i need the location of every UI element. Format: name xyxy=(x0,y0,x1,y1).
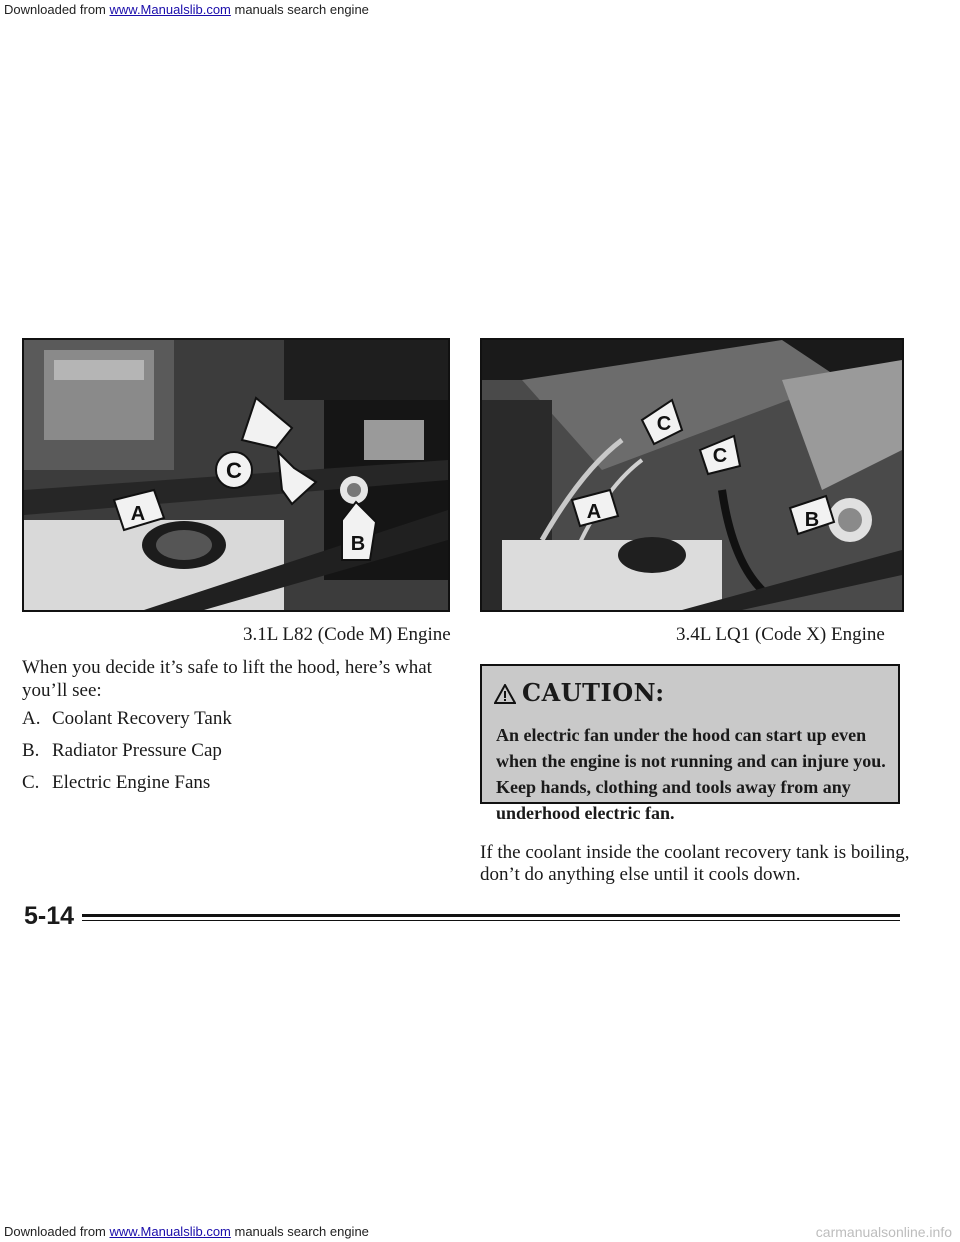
item-letter: B. xyxy=(22,740,40,761)
boiling-warning-paragraph: If the coolant inside the coolant recovery tank is boiling, don’t do anything else until it cools down. xyxy=(480,842,910,885)
item-letter: A. xyxy=(22,708,41,729)
footer-suffix: manuals search engine xyxy=(230,1224,369,1239)
callout-c-label-1: C xyxy=(656,413,672,435)
footer-rule-thick xyxy=(82,914,900,917)
item-letter: C. xyxy=(22,772,40,793)
callout-a-label: A xyxy=(130,503,146,525)
item-label: Electric Engine Fans xyxy=(52,772,211,793)
engine-photo-3-1l-drawing xyxy=(24,340,448,610)
item-label: Coolant Recovery Tank xyxy=(52,708,232,729)
manualslib-footer-link[interactable]: www.Manualslib.com xyxy=(109,1224,231,1239)
callout-b-label: B xyxy=(350,533,366,555)
list-item xyxy=(22,738,232,763)
caution-box xyxy=(480,664,900,823)
footer-prefix: Downloaded from xyxy=(4,1224,110,1239)
caption-3-4l-engine: 3.4L LQ1 (Code X) Engine xyxy=(676,624,885,645)
callout-c-label: C xyxy=(226,458,242,483)
page-number: 5-14 xyxy=(24,902,75,930)
item-label: Radiator Pressure Cap xyxy=(52,740,222,761)
callout-a-label-r: A xyxy=(586,501,602,523)
engine-photo-3-4l-drawing xyxy=(482,340,902,610)
caution-heading-text: CAUTION: xyxy=(522,678,665,707)
site-watermark: carmanualsonline.info xyxy=(815,1224,952,1240)
intro-text: When you decide it’s safe to lift the hood, here’s what you’ll see: xyxy=(22,657,432,701)
footer-rule-thin xyxy=(82,920,900,921)
download-banner xyxy=(0,0,960,20)
callout-c-label-2: C xyxy=(712,445,728,467)
engine-photo-3-4l xyxy=(480,338,904,612)
list-item xyxy=(22,706,232,731)
list-item xyxy=(22,770,232,795)
caution-heading xyxy=(494,678,665,710)
component-list xyxy=(22,706,232,802)
banner-suffix: manuals search engine xyxy=(230,2,369,17)
warning-triangle-icon xyxy=(494,681,516,710)
callout-b-label-r: B xyxy=(804,509,820,531)
caution-body-text: An electric fan under the hood can start up even when the engine is not running and can injure you. Keep hands, clothing and tools away from any underhood electric fan. xyxy=(496,725,886,823)
manualslib-link[interactable]: www.Manualslib.com xyxy=(109,2,231,17)
engine-photo-3-1l xyxy=(22,338,450,612)
caption-3-1l-engine: 3.1L L82 (Code M) Engine xyxy=(243,624,451,645)
banner-prefix: Downloaded from xyxy=(4,2,110,17)
